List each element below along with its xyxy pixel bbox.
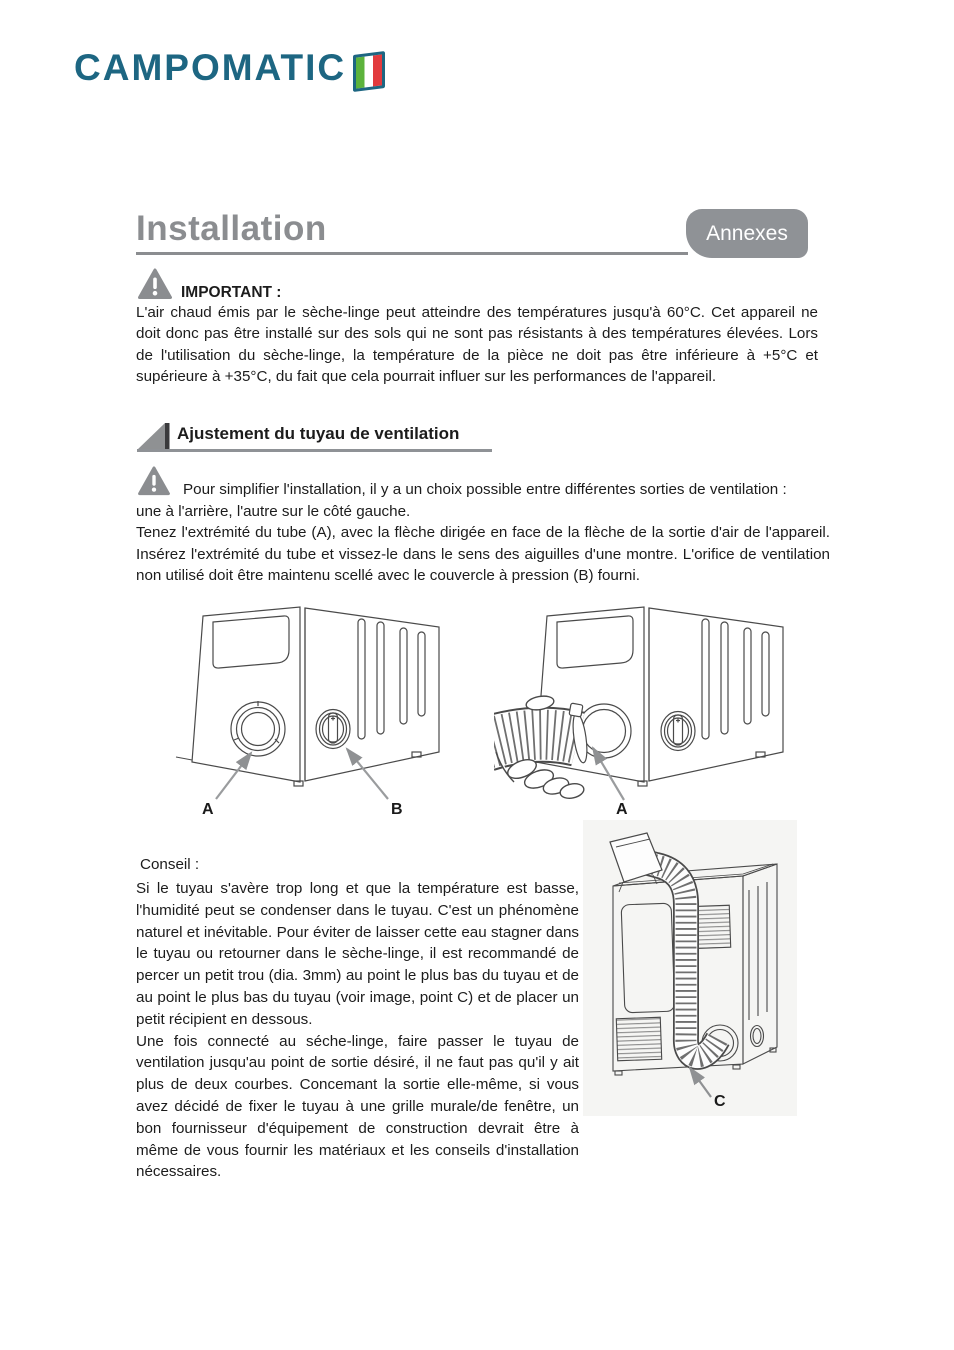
figure-label-a: A bbox=[616, 801, 628, 817]
section-title: Ajustement du tuyau de ventilation bbox=[177, 424, 460, 443]
header-rule bbox=[136, 252, 688, 255]
paragraph: une à l'arrière, l'autre sur le côté gauche. bbox=[136, 502, 411, 520]
page-title: Installation bbox=[136, 209, 327, 248]
important-label: IMPORTANT : bbox=[181, 284, 282, 301]
vent-instructions bbox=[136, 479, 830, 587]
paragraph: Pour simplifier l'installation, il y a un choix possible entre différentes sorties de ventilation : bbox=[183, 481, 787, 498]
annexes-tab-label: Annexes bbox=[706, 221, 788, 245]
figure-hose-routing bbox=[583, 820, 797, 1116]
brand-logo bbox=[74, 47, 385, 90]
figure-label-c: C bbox=[714, 1093, 726, 1110]
important-body: L'air chaud émis par le sèche-linge peut atteindre des températures jusqu'à 60°C. Cet appareil ne doit donc pas être installé sur des sols qui ne sont pas résistants à des températures élevées. Lors de l'utilisation du sèche-linge, la température de la pièce ne doit pas être inférieure à +5°C et supérieure à +35°C, du fait que cela pourrait influer sur les performances de l'appareil. bbox=[136, 304, 818, 386]
figure-label-b: B bbox=[391, 801, 403, 817]
paragraph: Tenez l'extrémité du tube (A), avec la flèche dirigée en face de la flèche de la sortie d'air de l'appareil. Insérez l'extrémité du tube et vissez-le dans le sens des aiguilles d'une montre. L'orifice de ventilation non utilisé doit être maintenu scellé avec le couvercle à pression (B) fourni. bbox=[136, 524, 830, 585]
figure-back-vents bbox=[172, 602, 472, 817]
warning-icon bbox=[138, 268, 172, 305]
paragraph: Si le tuyau s'avère trop long et que la température est basse, l'humidité peut se condenser dans le tuyau. C'est un phénomène naturel et inévitable. Pour éviter de laisser cette eau stagner dans le tuyau ou retourner dans le sèche-linge, il est recommandé de percer un petit trou (dia. 3mm) au point le plus bas du tuyau et de au point le plus bas du tuyau (voir image, point C) et de placer un petit récipient en dessous. bbox=[136, 880, 579, 1028]
figure-hose-routing-frame bbox=[583, 820, 797, 1116]
brand-logo-text: CAMPOMATIC bbox=[74, 47, 347, 88]
paragraph: Une fois connecté au séche-linge, faire passer le tuyau de ventilation jusqu'au point de sortie désiré, il ne faut pas qu'il y ait plus de deux courbes. Concemant la sortie elle-même, si vous avez décidé de fixer le tuyau à une grille murale/de fenêtre, un bon fournisseur d'équipement de construction devrait être à même de vous fournir les matériaux et les conseils d'installation nécessaires. bbox=[136, 1032, 579, 1181]
figure-hose-attachment bbox=[494, 602, 806, 817]
conseil-label: Conseil : bbox=[140, 856, 200, 873]
annexes-tab bbox=[686, 209, 808, 258]
italian-flag-icon bbox=[353, 51, 385, 92]
conseil-body bbox=[136, 878, 579, 1183]
section-rule bbox=[137, 449, 492, 452]
figure-label-a: A bbox=[202, 801, 214, 817]
